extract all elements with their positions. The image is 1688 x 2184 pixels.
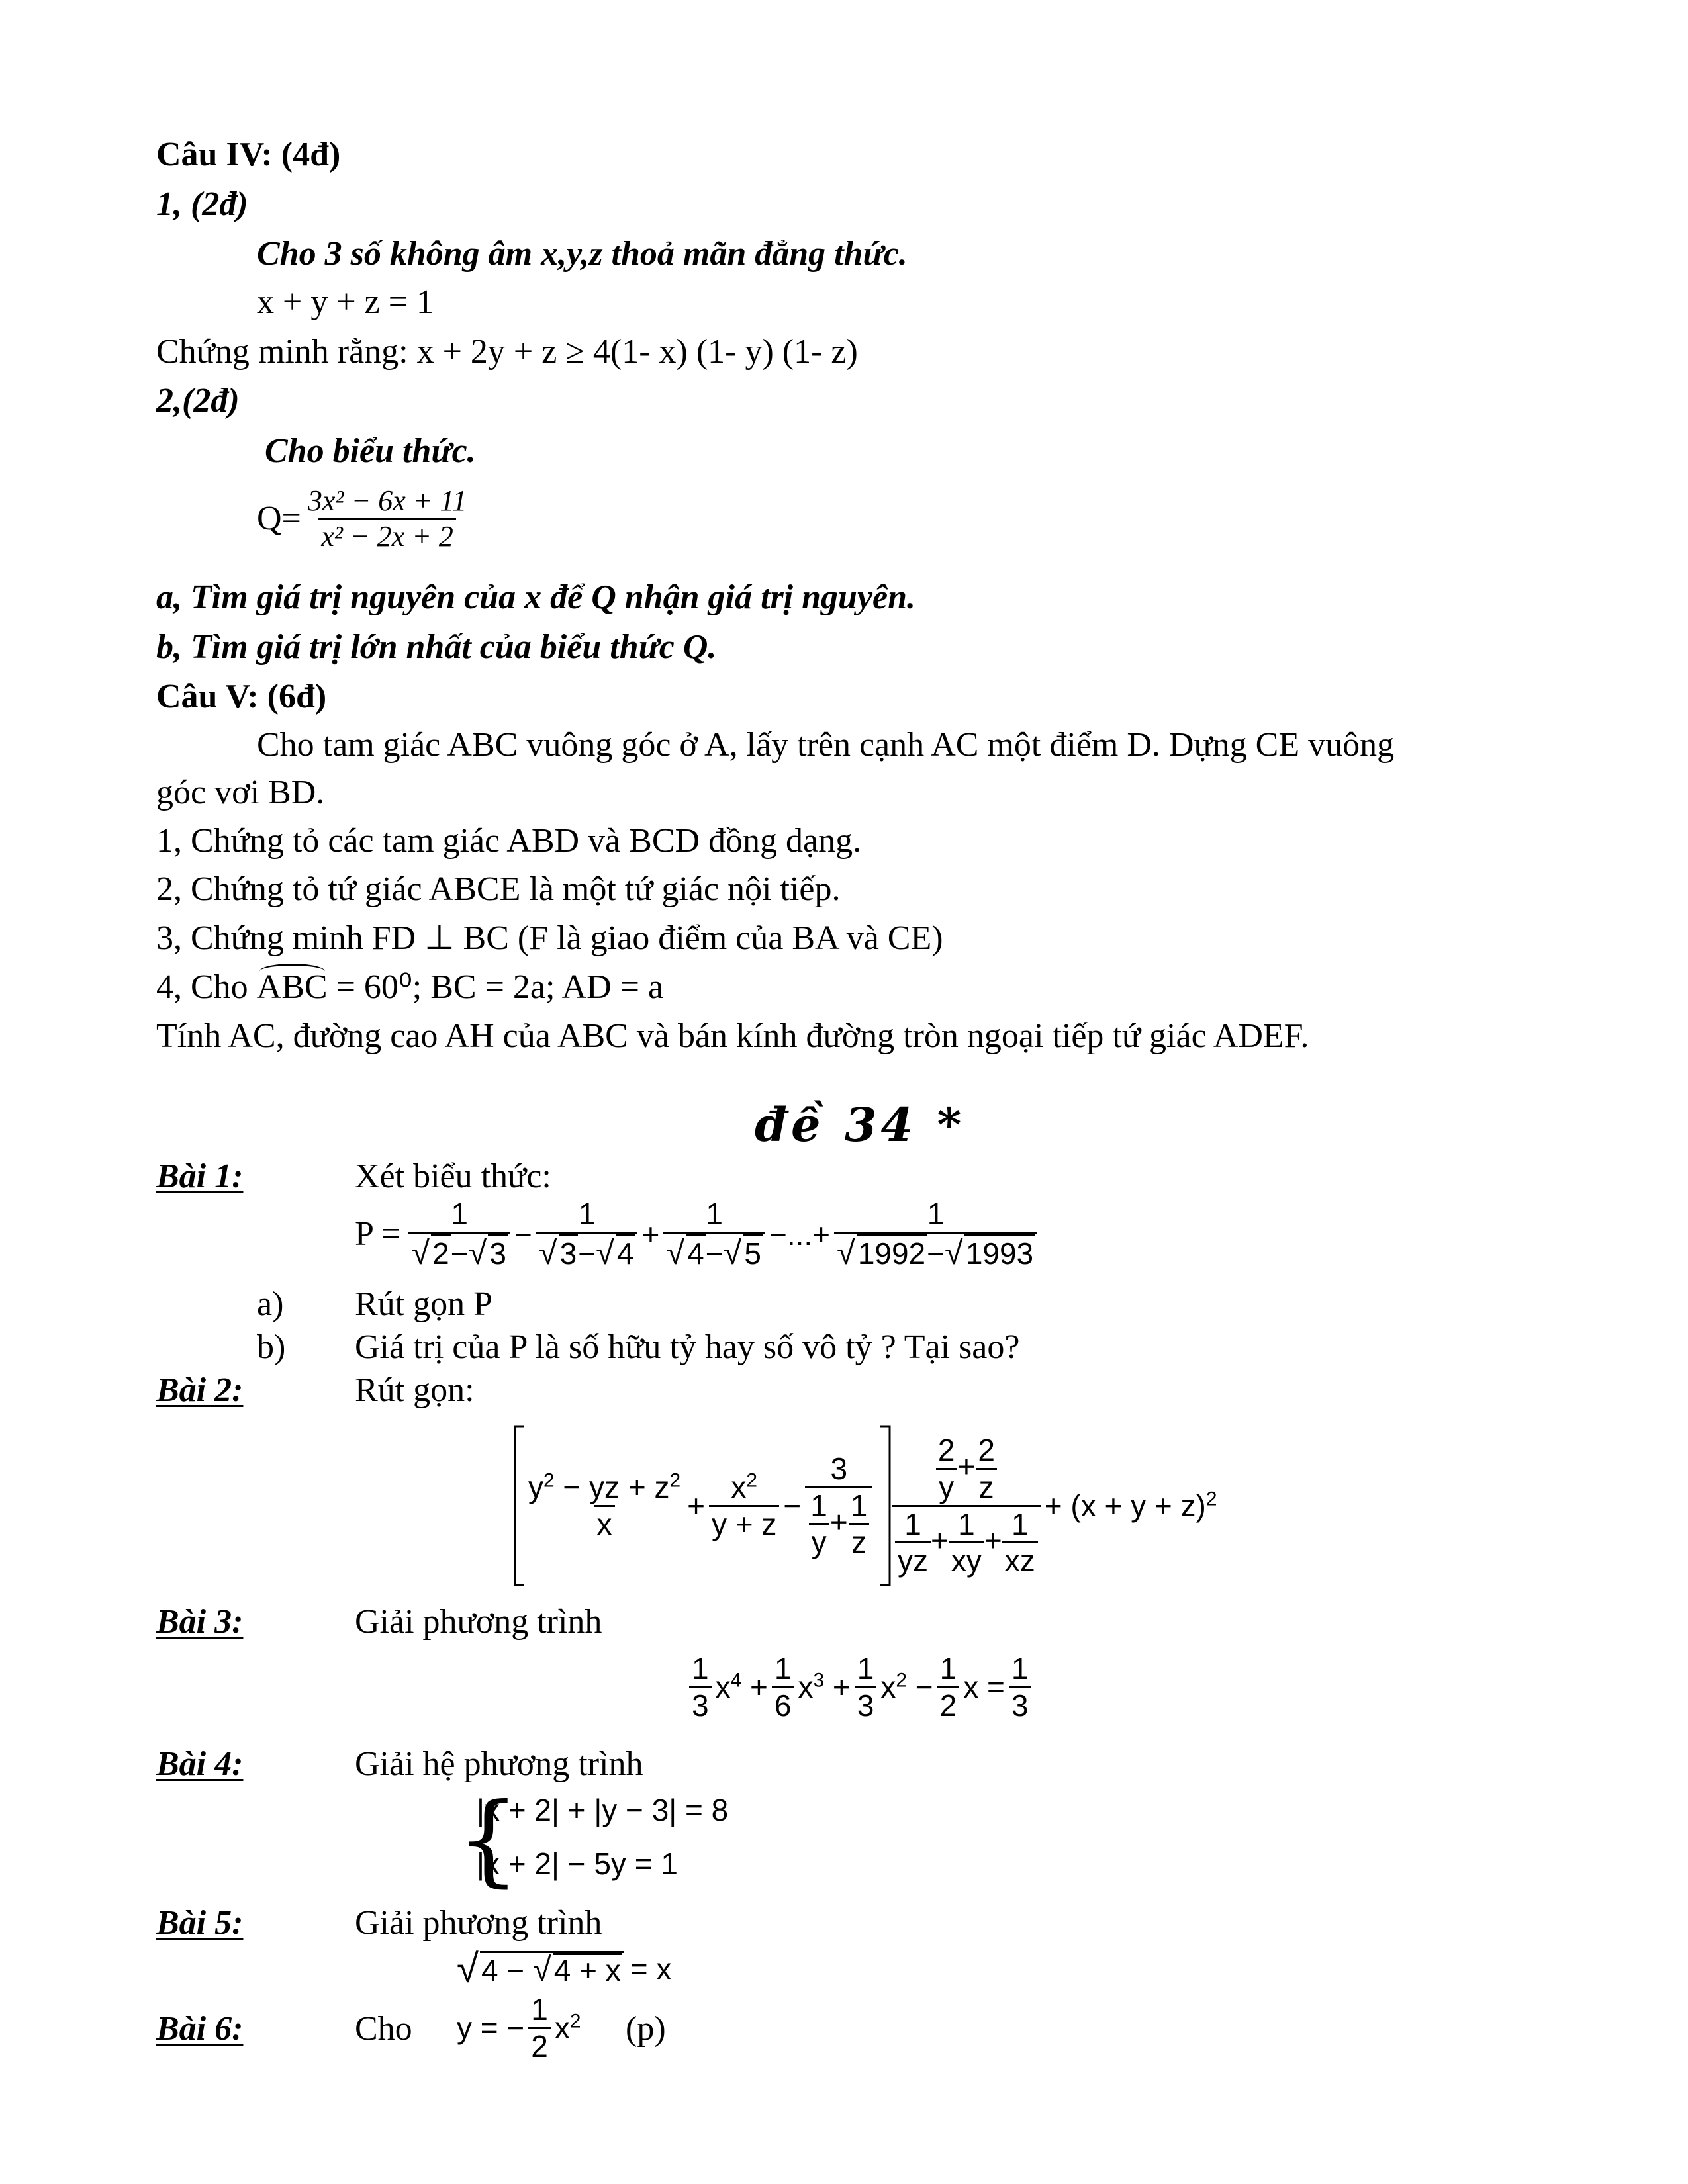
cau5-item2: 2, Chứng tỏ tứ giác ABCE là một tứ giác nội tiếp.	[156, 870, 841, 908]
bai4-label: Bài 4:	[156, 1745, 244, 1783]
bai6-label: Bài 6:	[156, 2010, 244, 2048]
q-expression	[257, 484, 473, 553]
bai3-label: Bài 3:	[156, 1603, 244, 1641]
bai5-label: Bài 5:	[156, 1904, 244, 1942]
cau4-heading: Câu IV: (4đ)	[156, 136, 341, 173]
bai2-expression: $\frac{y^2 - yz + z^2}{x}$ + $\frac{x^2}{y + z}$ − 3 $\frac{1}{y}$ + $\frac{1}{z}$ $\frac{2}{y}$ + $\frac{2}{z}$ $\frac{1}{yz}$ + $\frac{1}{xy}$ + $\frac{1}{xz}$ + $(x + y + z)^2$	[510, 1420, 1251, 1592]
bai6-text: Cho	[355, 2010, 412, 2048]
bai3-text: Giải phương trình	[355, 1603, 602, 1641]
bai2-label: Bài 2:	[156, 1371, 244, 1409]
q-prefix: Q=	[257, 500, 301, 538]
cau5-heading: Câu V: (6đ)	[156, 678, 327, 715]
cau4-part-a: a, Tìm giá trị nguyên của x để Q nhận giá trị nguyên.	[156, 578, 916, 616]
cau5-line2: góc vơi BD.	[156, 774, 325, 811]
bai1-a-text: Rút gọn P	[355, 1285, 493, 1323]
bai2-text: Rút gọn:	[355, 1371, 475, 1409]
bai1-b-label: b)	[257, 1328, 286, 1366]
q-denominator: x² − 2x + 2	[318, 518, 456, 554]
bai1-b-text: Giá trị của P là số hữu tỷ hay số vô tỷ ? Tại sao?	[355, 1328, 1020, 1366]
cau4-part1-intro: Cho 3 số không âm x,y,z thoả mãn đẳng thức.	[257, 235, 908, 273]
bai4-text: Giải hệ phương trình	[355, 1745, 643, 1783]
angle-arc	[259, 964, 325, 979]
bai3-equation: $\frac{1}{3}$ $x^4$ + $\frac{1}{6}$ $x^3$ + $\frac{1}{3}$ $x^2$ − $\frac{1}{2}$ x = $\frac{1}{3}$	[685, 1651, 1035, 1723]
angle-abc: ABC	[256, 968, 328, 1006]
bai1-a-label: a)	[257, 1285, 284, 1323]
cau5-last: Tính AC, đường cao AH của ABC và bán kính đường tròn ngoại tiếp tứ giác ADEF.	[156, 1017, 1309, 1055]
cau5-line1: Cho tam giác ABC vuông góc ở A, lấy trên cạnh AC một điểm D. Dựng CE vuông	[257, 726, 1395, 764]
cau4-part-b: b, Tìm giá trị lớn nhất của biểu thức Q.	[156, 628, 717, 666]
bai1-label: Bài 1:	[156, 1158, 244, 1195]
bai1-text: Xét biểu thức:	[355, 1158, 551, 1195]
cau5-item3: 3, Chứng minh FD ⊥ BC (F là giao điểm của BA và CE)	[156, 919, 943, 957]
q-numerator: 3x² − 6x + 11	[307, 484, 467, 517]
bai6-function: y = − $\frac{1}{2}$ $x^2$	[457, 1992, 581, 2064]
de34-title: đề 34 *	[755, 1097, 966, 1152]
cau5-item1: 1, Chứng tỏ các tam giác ABD và BCD đồng dạng.	[156, 822, 862, 860]
cau4-condition: x + y + z = 1	[257, 283, 434, 321]
cau4-part1-label: 1, (2đ)	[156, 185, 248, 223]
bai5-equation: √ 4 − √4 + x = x	[457, 1946, 672, 1991]
bai5-text: Giải phương trình	[355, 1904, 602, 1942]
cau4-prove: Chứng minh rằng: x + 2y + z ≥ 4(1- x) (1- y) (1- z)	[156, 333, 858, 371]
cau4-part2-label: 2,(2đ)	[156, 382, 240, 420]
cau4-part2-intro: Cho biểu thức.	[265, 432, 476, 470]
bai1-p-expression: P = $\frac{1}{√2-√3}$ − $\frac{1}{√3-√4}$ + $\frac{1}{√4-√5}$ −...+ $\frac{1}{√1992-√1993}$	[355, 1197, 1041, 1272]
bai6-parabola-label: (p)	[626, 2010, 666, 2048]
bai4-eq2: |x + 2| − 5y = 1	[477, 1846, 678, 1881]
cau5-item4: 4, Cho ABC = 60⁰; BC = 2a; AD = a	[156, 970, 663, 1005]
bai4-system-brace: {	[457, 1782, 520, 1897]
bai4-eq1: |x + 2| + |y − 3| = 8	[477, 1793, 729, 1827]
